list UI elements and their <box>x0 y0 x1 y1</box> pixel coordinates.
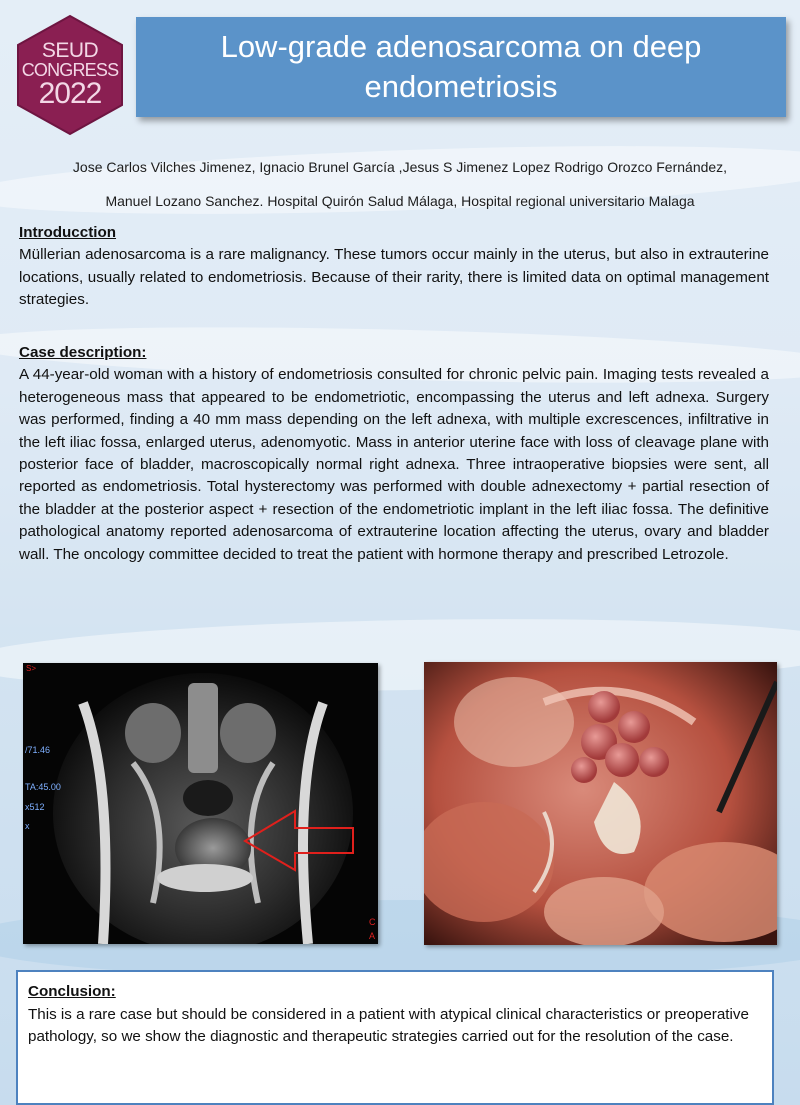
mri-overlay-text: TA:45.00 <box>25 782 61 792</box>
mri-image <box>23 663 378 944</box>
logo-line-3: 2022 <box>38 77 102 110</box>
congress-logo-text <box>14 40 126 109</box>
mri-overlay-text: x512 <box>25 802 45 812</box>
laparoscopy-drawing <box>424 662 777 945</box>
conclusion-heading: Conclusion: <box>28 983 116 1000</box>
mri-overlay-text: A <box>369 931 376 941</box>
conclusion-text: This is a rare case but should be considered in a patient with atypical clinical characteristics or preoperative pathology, so we show the diagnostic and therapeutic strategies carried out for the resolution of the case. <box>28 1005 749 1046</box>
authors-block <box>30 150 770 218</box>
mri-overlay-text: x <box>25 821 30 831</box>
introduction-section <box>19 222 769 312</box>
authors-line-1: Jose Carlos Vilches Jimenez, Ignacio Brunel García ,Jesus S Jimenez Lopez Rodrigo Orozco Fernández, <box>72 159 728 175</box>
introduction-heading: Introducction <box>19 224 117 241</box>
poster-title: Low-grade adenosarcoma on deep endometriosis <box>220 28 702 104</box>
svg-text:S>: S> <box>26 664 37 673</box>
case-description-section <box>19 342 769 566</box>
authors-line-2: Manuel Lozano Sanchez. Hospital Quirón Salud Málaga, Hospital regional universitario Malaga <box>105 193 695 209</box>
mri-overlay-text: /71.46 <box>25 745 51 755</box>
conclusion-box <box>16 970 774 1105</box>
case-description-text: A 44-year-old woman with a history of endometriosis consulted for chronic pelvic pain. Imaging tests revealed a heterogeneous mass that appeared to be endometriotic, encompassing the uterus and left adnexa. Surgery was performed, finding a 40 mm mass depending on the left adnexa, with multiple excrescences, infiltrative in the left iliac fossa, enlarged uterus, adenomyotic. Mass in anterior uterine face with loss of cleavage plane with posterior face of bladder, macroscopically normal right adnexa. Three intraoperative biopsies were sent, all reported as endometriosis. Total hysterectomy was performed with double adnexectomy + partial resection of the bladder at the posterior aspect + resection of the endometriotic implant in the left iliac fossa. The definitive pathological anatomy reported adenosarcoma of extrauterine location affecting the uterus, ovary and bladder wall. The oncology committee decided to treat the patient with hormone therapy and prescribed Letrozole. <box>19 366 769 563</box>
logo-line-1: SEUD <box>41 39 99 62</box>
introduction-text: Müllerian adenosarcoma is a rare malignancy. These tumors occur mainly in the uterus, but also in extrauterine locations, usually related to endometriosis. Because of their rarity, there is limited data on optimal management strategies. <box>19 246 769 309</box>
case-description-heading: Case description: <box>19 344 147 361</box>
mri-overlay-text: C <box>369 917 376 927</box>
logo-line-2: CONGRESS <box>21 60 119 80</box>
laparoscopy-image <box>424 662 777 945</box>
title-banner <box>136 17 786 117</box>
mri-scan-drawing <box>23 663 378 944</box>
